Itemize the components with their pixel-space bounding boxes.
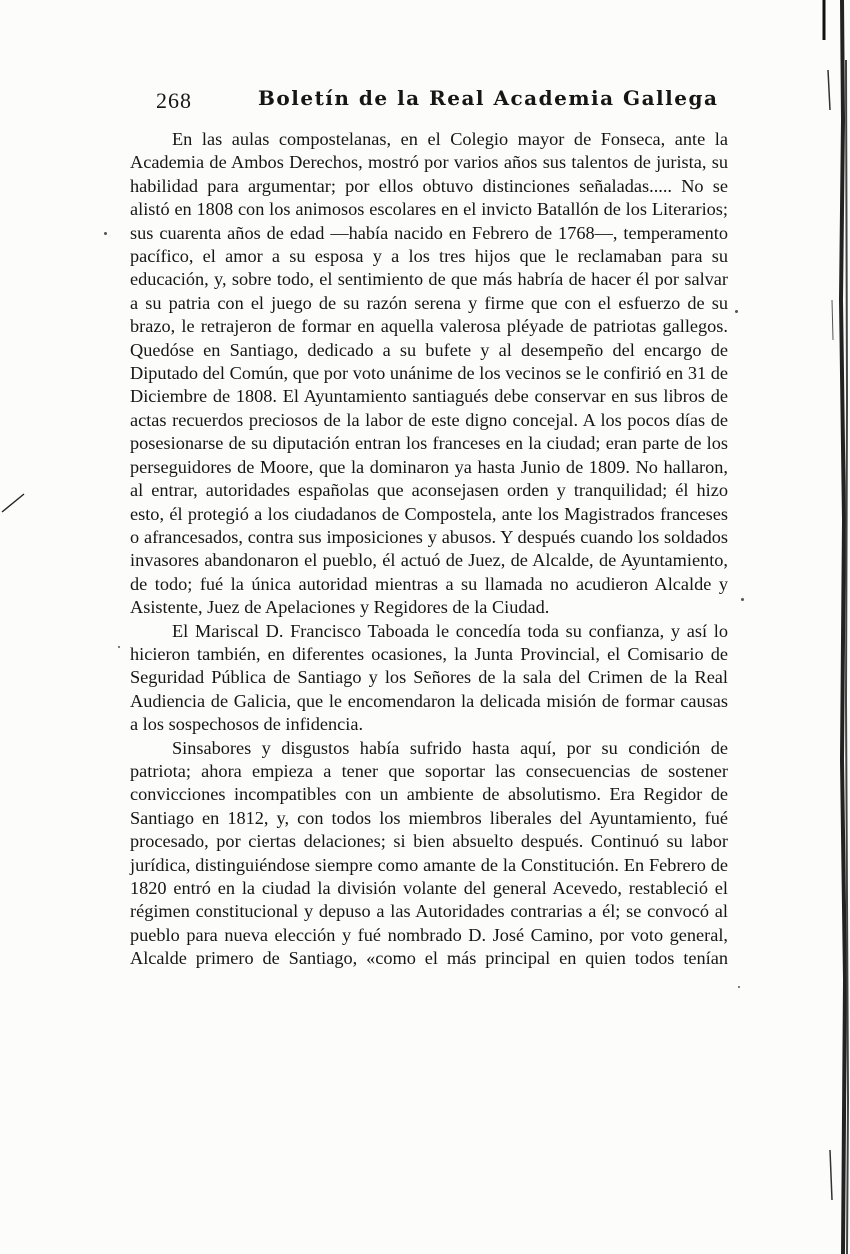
body-text [130, 128, 728, 971]
paragraph-3: Sinsabores y disgustos había sufrido hasta aquí, por su condición de patriota; ahora empieza a tener que soportar las consecuencias de sostener convicciones incompatibles con un ambiente de absolutismo. Era Regidor de Santiago en 1812, y, con todos los miembros liberales del Ayuntamiento, fué procesado, por ciertas delaciones; si bien absuelto después. Continuó su labor jurídica, distinguiéndose siempre como amante de la Constitución. En Febrero de 1820 entró en la ciudad la división volante del general Acevedo, restableció el régimen constitucional y depuso a las Autoridades contrarias a él; se convocó al pueblo para nueva elección y fué nombrado D. José Camino, por voto general, Alcalde primero de Santiago, «como el más principal en quien todos tenían [130, 737, 728, 969]
scan-speck [118, 646, 120, 648]
paragraph-1: En las aulas compostelanas, en el Colegio mayor de Fonseca, ante la Academia de Ambos Derechos, mostró por varios años sus talentos de jurista, su habilidad para argumentar; por ellos obtuvo distinciones señaladas..... No se alistó en 1808 con los animosos escolares en el invicto Batallón de los Literarios; sus cuarenta años de edad —había nacido en Febrero de 1768—, temperamento pacífico, el amor a su esposa y a los tres hijos que le reclamaban para su educación, y, sobre todo, el sentimiento de que más habría de hacer él por salvar a su patria con el juego de su razón serena y firme que con el esfuerzo de su brazo, le retrajeron de formar en aquella valerosa pléyade de patriotas gallegos. Quedóse en Santiago, dedicado a su bufete y al desempeño del encargo de Diputado del Común, que por voto unánime de los vecinos se le confirió en 31 de Diciembre de 1808. El Ayuntamiento santiagués debe conservar en sus libros de actas recuerdos preciosos de la labor de este digno concejal. A los pocos días de posesionarse de su diputación entran los franceses en la ciudad; eran parte de los perseguidores de Moore, que la dominaron ya hasta Junio de 1809. No hallaron, al entrar, autoridades españolas que aconsejasen orden y tranquilidad; él hizo esto, él protegió a los ciudadanos de Compostela, ante los Magistrados franceses o afrancesados, contra sus imposiciones y abusos. Y después cuando los soldados invasores abandonaron el pueblo, él actuó de Juez, de Alcalde, de Ayuntamiento, de todo; fué la única autoridad mientras a su llamada no acudieron Alcalde y Asistente, Juez de Apelaciones y Regidores de la Ciudad. [130, 129, 728, 618]
margin-mark [0, 488, 30, 518]
scan-speck [104, 232, 107, 235]
page-number: 268 [156, 88, 192, 113]
scan-speck [735, 310, 738, 313]
scan-speck [738, 986, 740, 988]
paragraph-2: El Mariscal D. Francisco Taboada le concedía toda su confianza, y así lo hicieron también, en diferentes ocasiones, la Junta Provincial, el Comisario de Seguridad Pública de Santiago y los Señores de la sala del Crimen de la Real Audiencia de Galicia, que le encomendaron la delicada misión de formar causas a los sospechosos de infidencia. [130, 620, 728, 735]
scan-binding-edge [820, 0, 850, 1254]
scan-speck [741, 598, 744, 601]
running-title: Boletín de la Real Academia Gallega [258, 86, 719, 110]
page-header [150, 84, 719, 124]
